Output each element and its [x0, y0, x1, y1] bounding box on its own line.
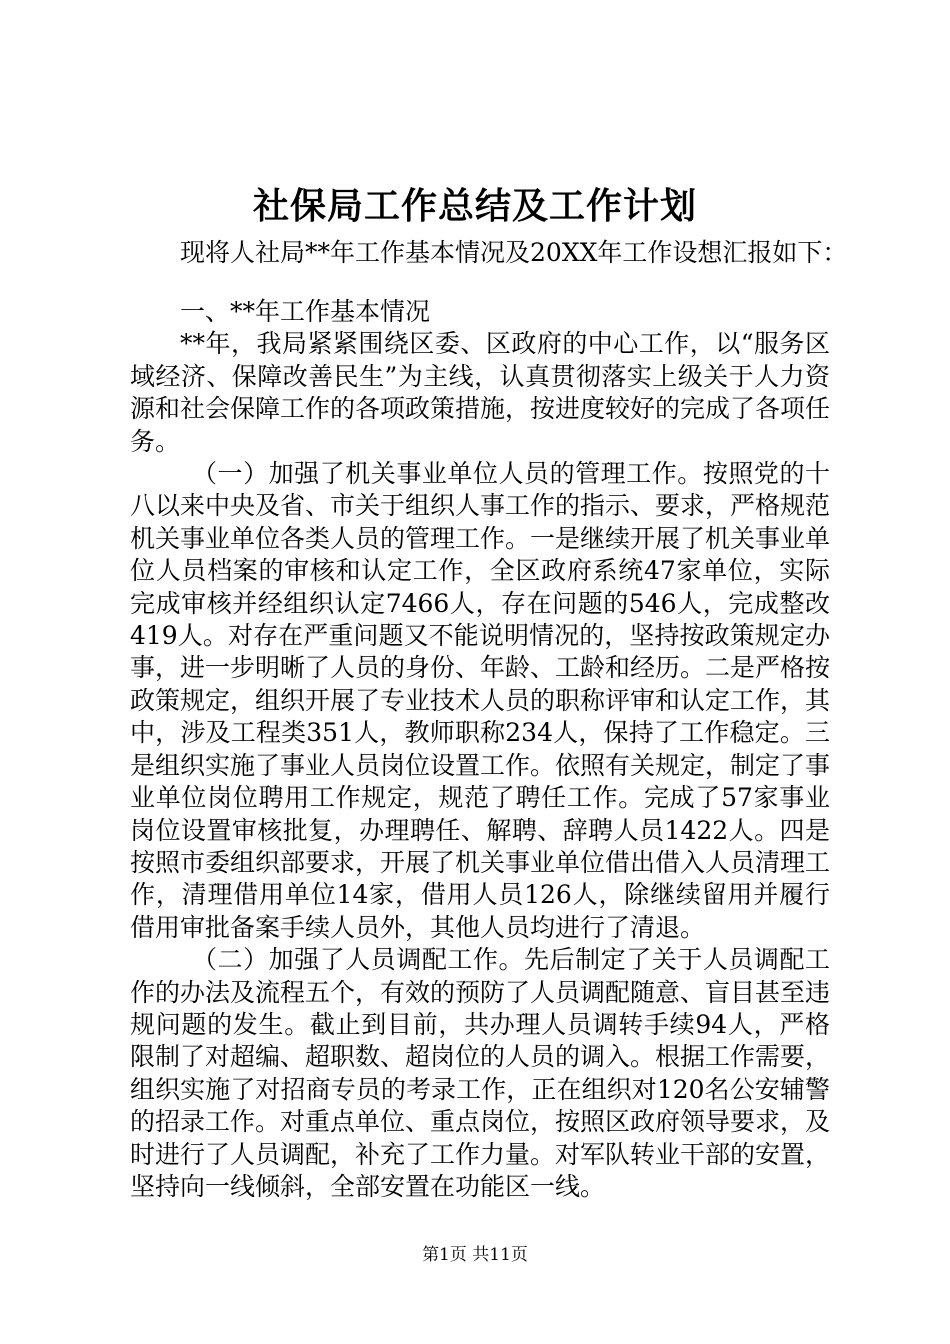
section-heading: 一、**年工作基本情况	[180, 297, 431, 326]
document-title: 社保局工作总结及工作计划	[252, 185, 697, 227]
page-footer: 第1页 共11页	[422, 1245, 528, 1265]
document-body	[130, 296, 830, 1203]
paragraph-personnel-allocation: （二）加强了人员调配工作。先后制定了关于人员调配工作的办法及流程五个，有效的预防了人员调配随意、盲目甚至违规问题的发生。截止到目前，共办理人员调转手续94人，严格限制了对超编、超职数、超岗位的人员的调入。根据工作需要，组织实施了对招商专员的考录工作，正在组织对120名公安辅警的招录工作。对重点单位、重点岗位，按照区政府领导要求，及时进行了人员调配，补充了工作力量。对军队转业干部的安置，坚持向一线倾斜，全部安置在功能区一线。	[130, 945, 831, 1201]
intro-line: 现将人社局**年工作基本情况及20XX年工作设想汇报如下：	[180, 238, 848, 267]
paragraph-overview: **年，我局紧紧围绕区委、区政府的中心工作，以“服务区域经济、保障改善民生”为主线，认真贯彻落实上级关于人力资源和社会保障工作的各项政策措施，按进度较好的完成了各项任务。	[130, 329, 831, 456]
paragraph-personnel-management: （一）加强了机关事业单位人员的管理工作。按照党的十八以来中央及省、市关于组织人事工作的指示、要求，严格规范机关事业单位各类人员的管理工作。一是继续开展了机关事业单位人员档案的审核和认定工作，全区政府系统47家单位，实际完成审核并经组织认定7466人，存在问题的546人，完成整改419人。对存在严重问题又不能说明情况的，坚持按政策规定办事，进一步明晰了人员的身份、年龄、工龄和经历。二是严格按政策规定，组织开展了专业技术人员的职称评审和认定工作，其中，涉及工程类351人，教师职称234人，保持了工作稳定。三是组织实施了事业人员岗位设置工作。依照有关规定，制定了事业单位岗位聘用工作规定，规范了聘任工作。完成了57家事业岗位设置审核批复，办理聘任、解聘、辞聘人员1422人。四是按照市委组织部要求，开展了机关事业单位借出借入人员清理工作，清理借用单位14家，借用人员126人，除继续留用并履行借用审批备案手续人员外，其他人员均进行了清退。	[130, 459, 831, 942]
